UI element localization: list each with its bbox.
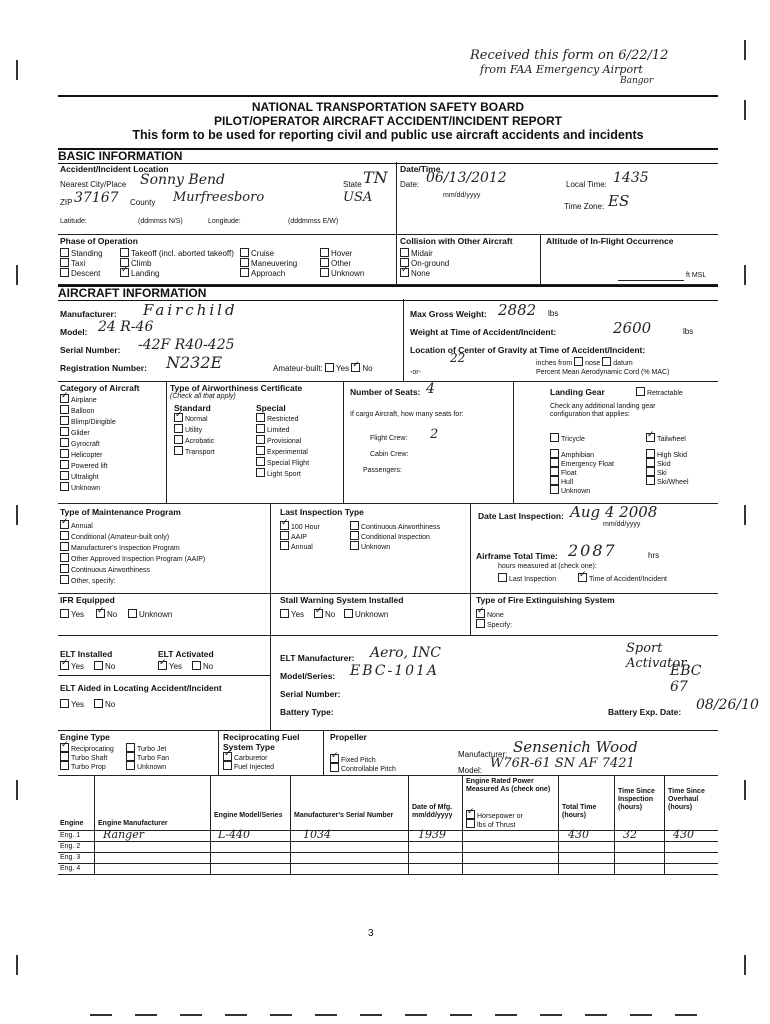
table-row: Eng. 1 Ranger L-440 1034 1939 430 32 430 [58,830,718,842]
phase-approach[interactable]: Approach [240,268,285,278]
section-basic: BASIC INFORMATION [58,148,718,164]
margin-mark [744,100,746,120]
margin-mark [744,40,746,60]
aircraft-reg-value[interactable]: N232E [166,353,223,372]
cg-value[interactable]: 22 [450,351,466,365]
elt-model-value[interactable]: EBC-101A [350,663,440,679]
engine-type-block: Engine Type ✓Reciprocating Turbo Jet Turbo Shaft Turbo Fan Turbo Prop Unknown Reciprocating Fuel System Type ✓Carburetor Fuel Injected Propeller ✓Fixed Pitch Controllable Pitch Manufacturer: Sensenich Wood Model: W76R-61 SN AF 7421 [58,730,718,775]
table-row: Eng. 4 [60,865,81,872]
time-value[interactable]: 1435 [613,170,649,186]
phase-climb[interactable]: Climb [120,258,151,268]
margin-mark [744,265,746,285]
phase-takeoff[interactable]: Takeoff (incl. aborted takeoff) [120,248,234,258]
phase-cruise[interactable]: Cruise [240,248,274,258]
margin-mark [16,955,18,975]
collision-midair[interactable]: Midair [400,248,433,258]
ifr-block: IFR Equipped Yes ✓ No Unknown Stall Warning System Installed Yes ✓ No Unknown Type of Fire Extinguishing System ✓None Specify: [58,593,718,636]
phase-block: Phase of Operation Standing Takeoff (incl. aborted takeoff) Cruise Hover Taxi Climb Maneuvering Other Descent ✓ Landing Approach Unknown Collision with Other Aircraft Midair On-ground ✓None Altitude of In-Flight Occurrence ft MSL [58,234,718,285]
margin-mark [16,265,18,285]
margin-mark [744,780,746,800]
margin-mark [16,60,18,80]
aircraft-mfr-value[interactable]: Fairchild [143,301,238,319]
engine-table: Engine Engine Manufacturer Engine Model/Series Manufacturer's Serial Number Date of Mfg. mm/dd/yyyy Engine Rated Power Measured As (check one) ✓Horsepower or lbs of Thrust Total Time (hours) Time Since Inspection (hours) Time Since Overhaul (hours) Eng. 1 Ranger L-440 1034 1939 430 32 430 Eng. 2 Eng. 3 Eng. 4 [58,775,718,875]
phase-maneuvering[interactable]: Maneuvering [240,258,297,268]
margin-mark [16,505,18,525]
date-value[interactable]: 06/13/2012 [426,170,507,186]
location-block: Accident/Incident Location Nearest City/Place Sonny Bend State TN ZIP 37167 County Murfreesboro USA Latitude: (ddmmss N/S) Longitude: (dddmmss E/W) Date/Time Date: 06/13/2012 mm/dd/yyyy Local Time: 1435 Time Zone: ES [58,162,718,235]
phase-descent[interactable]: Descent [60,268,100,278]
section-aircraft: AIRCRAFT INFORMATION [58,285,718,301]
phase-taxi[interactable]: Taxi [60,258,85,268]
state-value[interactable]: TN [363,168,388,187]
phase-other[interactable]: Other [320,258,351,268]
prop-model-value[interactable]: W76R-61 SN AF 7421 [490,756,635,771]
airframe-time[interactable]: 2087 [568,541,617,560]
tz-value[interactable]: ES [608,192,630,210]
last-insp-date[interactable]: Aug 4 2008 [570,503,658,521]
country-value[interactable]: USA [343,190,373,205]
county-value[interactable]: Murfreesboro [173,190,265,205]
special-list: Restricted Limited Provisional Experimental Special Flight Light Sport [256,413,309,479]
phase-landing[interactable]: ✓ Landing [120,268,159,278]
form-header: NATIONAL TRANSPORTATION SAFETY BOARD PILOT/OPERATOR AIRCRAFT ACCIDENT/INCIDENT REPORT This form to be used for reporting civil and public use aircraft accidents and incidents [58,95,718,142]
maintenance-block: Type of Maintenance Program ✓Annual Conditional (Amateur-built only) Manufacturer's Inspection Program Other Approved Inspection Program (AAIP) Continuous Airworthiness Other, specify: Last Inspection Type ✓100 Hour Continuous Airworthiness AAIP Conditional Inspection Annual Unknown Date Last Inspection: Aug 4 2008 mm/dd/yyyy Airframe Total Time: 2087 hrs hours measured at (check one): Last Inspection ✓ Time of Accident/Incident [58,503,718,594]
battery-exp-value[interactable]: 08/26/10 [696,697,759,713]
margin-mark [16,780,18,800]
elt-mfr-value[interactable]: Aero, INC [370,645,441,661]
aircraft-serial-value[interactable]: -42F R40-425 [138,337,235,353]
seats-value[interactable]: 4 [426,381,435,397]
category-block: Category of Aircraft ✓Airplane Balloon Blimp/Dirigible Glider Gyrocraft Helicopter Powered lift Ultralight Unknown Type of Airworthiness Certificate (Check all that apply) Standard ✓Normal Utility Acrobatic Transport Special Restricted Limited Provisional Experimental Special Flight Light Sport Number of Seats: 4 If cargo Aircraft, how many seats for: Flight Crew: 2 Cabin Crew: Passengers: Landing Gear Retractable Check any additional landing gear configuration that applies: Tricycle ✓ Tailwheel Amphibian High Skid Emergency Float Skid Float Ski Hull Ski/Wheel Unknown [58,381,718,504]
weight-value[interactable]: 2600 [613,319,652,337]
phase-unknown[interactable]: Unknown [320,268,364,278]
page-number: 3 [368,928,374,939]
phase-standing[interactable]: Standing [60,248,103,258]
elt-note2: EBC 67 [670,663,702,695]
category-list: ✓Airplane Balloon Blimp/Dirigible Glider Gyrocraft Helicopter Powered lift Ultralight Unknown [60,394,116,493]
city-value[interactable]: Sonny Bend [140,172,225,188]
mgw-value[interactable]: 2882 [498,301,537,319]
table-row: Eng. 2 [58,841,718,853]
aircraft-id-block: Manufacturer: Fairchild Model: 24 R-46 Serial Number: -42F R40-425 Registration Number: N232E Amateur-built: Yes ✓ No Max Gross Weight: 2882 lbs Weight at Time of Accident/Incident: 2600 lbs Location of Center of Gravity at Time of Accident/Incident: 22 inches from nose datum -or- Percent Mean Aerodynamic Cord (% MAC) [58,299,718,382]
elt-note: Sport Activator [626,641,687,671]
amateur-built: Amateur-built: Yes ✓ No [273,363,373,373]
collision-none[interactable]: ✓None [400,268,430,278]
collision-onground[interactable]: On-ground [400,258,449,268]
flight-crew-value[interactable]: 2 [430,427,439,442]
table-row: Eng. 3 [58,852,718,864]
margin-mark [744,955,746,975]
aircraft-model-value[interactable]: 24 R-46 [98,319,154,335]
elt-block: ELT Installed ✓Yes No ELT Activated ✓Yes No ELT Aided in Locating Accident/Incident Yes No ELT Manufacturer: Aero, INC Model/Series: EBC-101A Serial Number: Battery Type: Battery Exp. Date: 08/26/10 Sport Activator EBC 67 [58,635,718,731]
zip-value[interactable]: 37167 [74,190,119,206]
received-note: Received this form on 6/22/12 from FAA Emergency Airport Bangor [470,48,669,86]
margin-mark [744,505,746,525]
phase-hover[interactable]: Hover [320,248,352,258]
standard-list: ✓Normal Utility Acrobatic Transport [174,413,215,457]
prop-mfr-value[interactable]: Sensenich Wood [513,738,638,756]
